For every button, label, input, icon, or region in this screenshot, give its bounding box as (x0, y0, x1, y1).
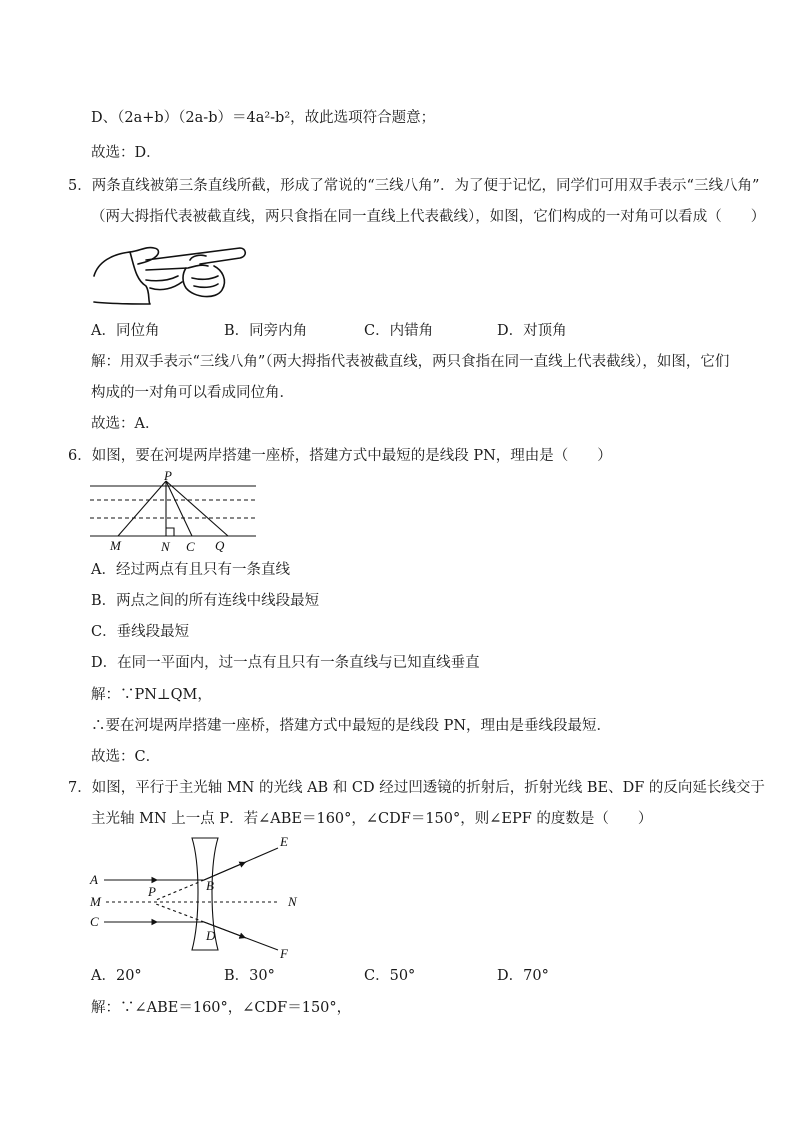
q6-bridge-figure (90, 468, 260, 554)
q5-option-a: A．同位角 (91, 323, 160, 339)
q7-option-a: A．20° (91, 968, 142, 984)
q6-answer: 故选：C． (91, 749, 161, 765)
q5-stem-line2: （两大拇指代表被截直线，两只食指在同一直线上代表截线），如图，它们构成的一对角可以看成（ ） (91, 209, 766, 225)
q7-label-b: B (206, 878, 214, 893)
q6-label-q: Q (215, 538, 225, 553)
q6-option-d: D．在同一平面内，过一点有且只有一条直线与已知直线垂直 (91, 655, 480, 671)
q7-lens-figure (88, 834, 308, 962)
q7-label-n: N (288, 894, 297, 909)
q6-label-n: N (161, 539, 170, 554)
q5-option-c: C．内错角 (364, 323, 434, 339)
q7-option-c: C．50° (364, 968, 416, 984)
q7-label-m: M (90, 894, 101, 909)
q7-label-c: C (90, 914, 99, 929)
q5-option-d: D．对顶角 (497, 323, 567, 339)
q6-solution-line1: 解：∵PN⊥QM， (91, 687, 212, 703)
q6-label-p: P (164, 468, 172, 483)
q7-stem-line1: 7．如图，平行于主光轴 MN 的光线 AB 和 CD 经过凹透镜的折射后，折射光线 BE、DF 的反向延长线交于 (68, 780, 765, 796)
q7-label-a: A (90, 872, 98, 887)
q6-solution-line2: ∴要在河堤两岸搭建一座桥，搭建方式中最短的是线段 PN，理由是垂线段最短． (91, 718, 612, 734)
q7-label-e: E (280, 834, 288, 849)
q6-label-m: M (110, 538, 121, 553)
q7-option-d: D．70° (497, 968, 549, 984)
q6-option-a: A．经过两点有且只有一条直线 (91, 562, 290, 578)
q6-label-c: C (186, 539, 195, 554)
q6-option-c: C．垂线段最短 (91, 624, 190, 640)
q7-stem-line2: 主光轴 MN 上一点 P．若∠ABE＝160°，∠CDF＝150°，则∠EPF 的度数是（ ） (91, 811, 653, 827)
q7-label-f: F (280, 946, 288, 961)
q7-label-d: D (206, 928, 216, 943)
q5-hands-figure (90, 236, 250, 308)
q6-stem: 6．如图，要在河堤两岸搭建一座桥，搭建方式中最短的是线段 PN，理由是（ ） (68, 448, 612, 464)
q7-solution-line1: 解：∵∠ABE＝160°，∠CDF＝150°， (91, 1000, 352, 1016)
option-d-line: D、（2a+b）（2a-b）＝4a²-b²，故此选项符合题意； (91, 110, 436, 126)
q6-option-b: B．两点之间的所有连线中线段最短 (91, 593, 320, 609)
q7-label-p: P (148, 884, 156, 899)
q5-solution-line2: 构成的一对角可以看成同位角． (91, 385, 294, 401)
q5-stem-line1: 5．两条直线被第三条直线所截，形成了常说的“三线八角”．为了便于记忆，同学们可用双手表示“三线八角” (68, 178, 760, 194)
q5-solution-line1: 解：用双手表示“三线八角”（两大拇指代表被截直线，两只食指在同一直线上代表截线），如图，它们 (91, 354, 730, 370)
q5-answer: 故选：A． (91, 416, 160, 432)
q5-option-b: B．同旁内角 (224, 323, 308, 339)
answer-line: 故选：D． (91, 145, 161, 161)
q7-option-b: B．30° (224, 968, 275, 984)
